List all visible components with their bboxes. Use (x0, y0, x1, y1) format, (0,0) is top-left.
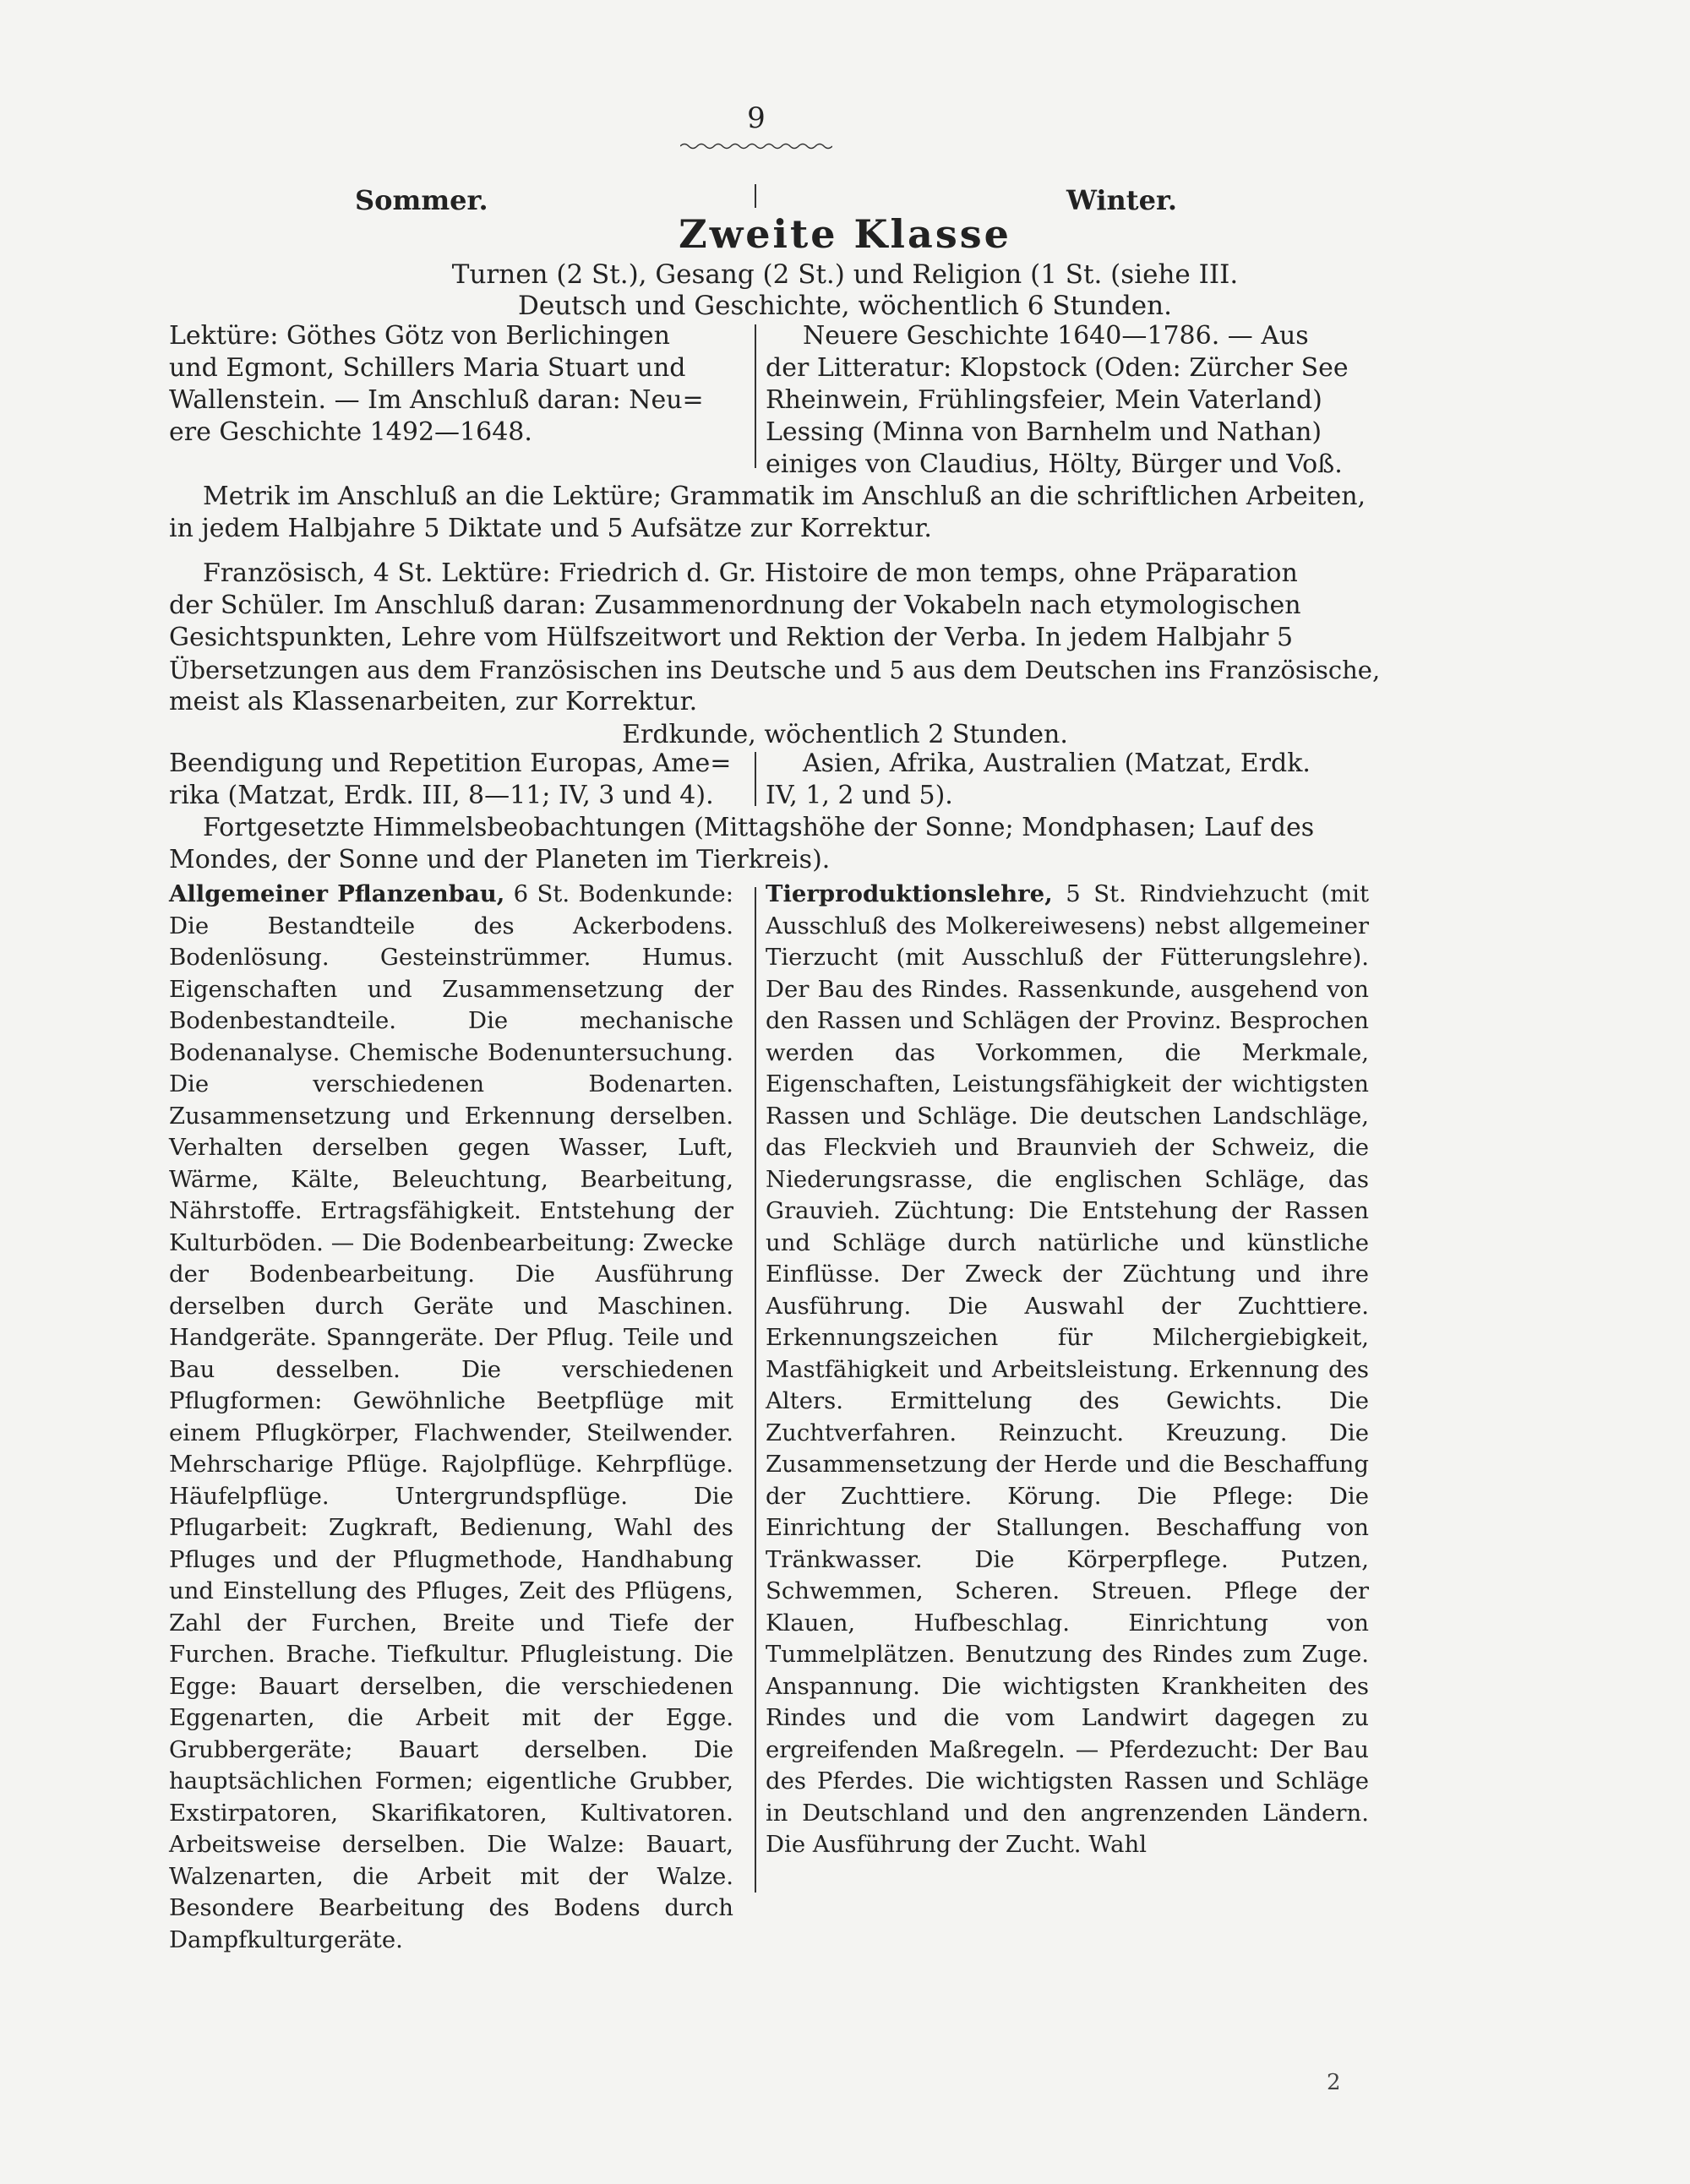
summer-header: Sommer. (355, 184, 488, 216)
deutsch-heading: Deutsch und Geschichte, wöchentlich 6 Stunden. (518, 291, 1172, 321)
pflanzenbau-column (169, 879, 733, 1956)
pflanzenbau-heading: Allgemeiner Pflanzenbau, (169, 880, 505, 907)
tierproduktion-column (766, 879, 1369, 1861)
deutsch-right-line: Rheinwein, Frühlingsfeier, Mein Vaterland) (766, 385, 1322, 415)
column-divider-top (755, 184, 756, 208)
franz-line: der Schüler. Im Anschluß daran: Zusammenordnung der Vokabeln nach etymologischen (169, 591, 1301, 620)
erdkunde-right-line: IV, 1, 2 und 5). (766, 781, 953, 810)
tierproduktion-heading: Tierproduktionslehre, (766, 880, 1053, 907)
pflanzenbau-text: 6 St. Bodenkunde: Die Bestandteile des Ackerbodens. Bodenlösung. Gesteinstrümmer. Humus. Eigenschaften und Zusammensetzung der Bodenbestandteile. Die mechanische Bodenanalyse. Chemische Bodenuntersuchung. Die verschiedenen Bodenarten. Zusammensetzung und Erkennung derselben. Verhalten derselben gegen Wasser, Luft, Wärme, Kälte, Beleuchtung, Bearbeitung, Nährstoffe. Ertragsfähigkeit. Entstehung der Kulturböden. — Die Bodenbearbeitung: Zwecke der Bodenbearbeitung. Die Ausführung derselben durch Geräte und Maschinen. Handgeräte. Spanngeräte. Der Pflug. Teile und Bau desselben. Die verschiedenen Pflugformen: Gewöhnliche Beetpflüge mit einem Pflugkörper, Flachwender, Steilwender. Mehrscharige Pflüge. Rajolpflüge. Kehrpflüge. Häufelpflüge. Untergrundspflüge. Die Pflugarbeit: Zugkraft, Bedienung, Wahl des Pfluges und der Pflugmethode, Handhabung und Einstellung des Pfluges, Zeit des Pflügens, Zahl der Furchen, Breite und Tiefe der Furchen. Brache. Tiefkultur. Pflugleistung. Die Egge: Bauart derselben, die verschiedenen Eggenarten, die Arbeit mit der Egge. Grubbergeräte; Bauart derselben. Die hauptsächlichen Formen; eigentliche Grubber, Exstirpatoren, Skarifikatoren, Kultivatoren. Arbeitsweise derselben. Die Walze: Bauart, Walzenarten, die Arbeit mit der Walze. Besondere Bearbeitung des Bodens durch Dampfkulturgeräte. (169, 880, 733, 1953)
deutsch-left-line: und Egmont, Schillers Maria Stuart und (169, 353, 686, 383)
erdkunde-full-line: Mondes, der Sonne und der Planeten im Tierkreis). (169, 845, 831, 874)
column-divider-main (755, 887, 756, 1893)
deutsch-left-line: Lektüre: Göthes Götz von Berlichingen (169, 321, 670, 351)
franz-line: Übersetzungen aus dem Französischen ins Deutsche und 5 aus dem Deutschen ins Französische, (169, 656, 1381, 684)
erdkunde-right-line: Asien, Afrika, Australien (Matzat, Erdk. (803, 749, 1311, 778)
turnen-line: Turnen (2 St.), Gesang (2 St.) und Religion (1 St. (siehe III. (451, 259, 1239, 290)
franz-line: Französisch, 4 St. Lektüre: Friedrich d. Gr. Histoire de mon temps, ohne Präparation (203, 558, 1298, 588)
deutsch-left-line: Wallenstein. — Im Anschluß daran: Neu= (169, 385, 704, 415)
column-divider-erdkunde (755, 752, 756, 806)
deutsch-full-line: Metrik im Anschluß an die Lektüre; Grammatik im Anschluß an die schriftlichen Arbeiten, (203, 482, 1366, 511)
page-number: 9 (747, 101, 766, 135)
tierproduktion-paragraph (766, 879, 1369, 1861)
erdkunde-left-line: rika (Matzat, Erdk. III, 8—11; IV, 3 und 4). (169, 781, 714, 810)
erdkunde-left-line: Beendigung und Repetition Europas, Ame= (169, 749, 732, 778)
deutsch-left-line: ere Geschichte 1492—1648. (169, 417, 532, 447)
tierproduktion-text: 5 St. Rindviehzucht (mit Ausschluß des Molkereiwesens) nebst allgemeiner Tierzucht (mit Ausschluß der Fütterungslehre). Der Bau des Rindes. Rassenkunde, ausgehend von den Rassen und Schlägen der Provinz. Besprochen werden das Vorkommen, die Merkmale, Eigenschaften, Leistungsfähigkeit der wichtigsten Rassen und Schläge. Die deutschen Landschläge, das Fleckvieh und Braunvieh der Schweiz, die Niederungsrasse, die englischen Schläge, das Grauvieh. Züchtung: Die Entstehung der Rassen und Schläge durch natürliche und künstliche Einflüsse. Der Zweck der Züchtung und ihre Ausführung. Die Auswahl der Zuchttiere. Erkennungszeichen für Milchergiebigkeit, Mastfähigkeit und Arbeitsleistung. Erkennung des Alters. Ermittelung des Gewichts. Die Zuchtverfahren. Reinzucht. Kreuzung. Die Zusammensetzung der Herde und die Beschaffung der Zuchttiere. Körung. Die Pflege: Die Einrichtung der Stallungen. Beschaffung von Tränkwasser. Die Körperpflege. Putzen, Schwemmen, Scheren. Streuen. Pflege der Klauen, Hufbeschlag. Einrichtung von Tummelplätzen. Benutzung des Rindes zum Zuge. Anspannung. Die wichtigsten Krankheiten des Rindes und die vom Landwirt dagegen zu ergreifenden Maßregeln. — Pferdezucht: Der Bau des Pferdes. Die wichtigsten Rassen und Schläge in Deutschland und den angrenzenden Ländern. Die Ausführung der Zucht. Wahl (766, 880, 1370, 1858)
column-divider-deutsch (755, 324, 756, 468)
deutsch-right-line: einiges von Claudius, Hölty, Bürger und Voß. (766, 449, 1343, 479)
franz-line: meist als Klassenarbeiten, zur Korrektur. (169, 687, 698, 716)
deutsch-right-line: Lessing (Minna von Barnhelm und Nathan) (766, 417, 1322, 447)
page-title: Zweite Klasse (679, 211, 1011, 257)
pflanzenbau-paragraph (169, 879, 733, 1956)
wavy-ornament (680, 142, 832, 150)
deutsch-full-line: in jedem Halbjahre 5 Diktate und 5 Aufsätze zur Korrektur. (169, 514, 932, 543)
signature-mark: 2 (1327, 2070, 1341, 2095)
deutsch-right-line: Neuere Geschichte 1640—1786. — Aus (803, 321, 1309, 351)
franz-line: Gesichtspunkten, Lehre vom Hülfszeitwort und Rektion der Verba. In jedem Halbjahr 5 (169, 623, 1294, 652)
deutsch-right-line: der Litteratur: Klopstock (Oden: Zürcher See (766, 353, 1349, 383)
winter-header: Winter. (1066, 184, 1177, 216)
erdkunde-heading: Erdkunde, wöchentlich 2 Stunden. (622, 720, 1068, 749)
erdkunde-full-line: Fortgesetzte Himmelsbeobachtungen (Mittagshöhe der Sonne; Mondphasen; Lauf des (203, 813, 1315, 842)
